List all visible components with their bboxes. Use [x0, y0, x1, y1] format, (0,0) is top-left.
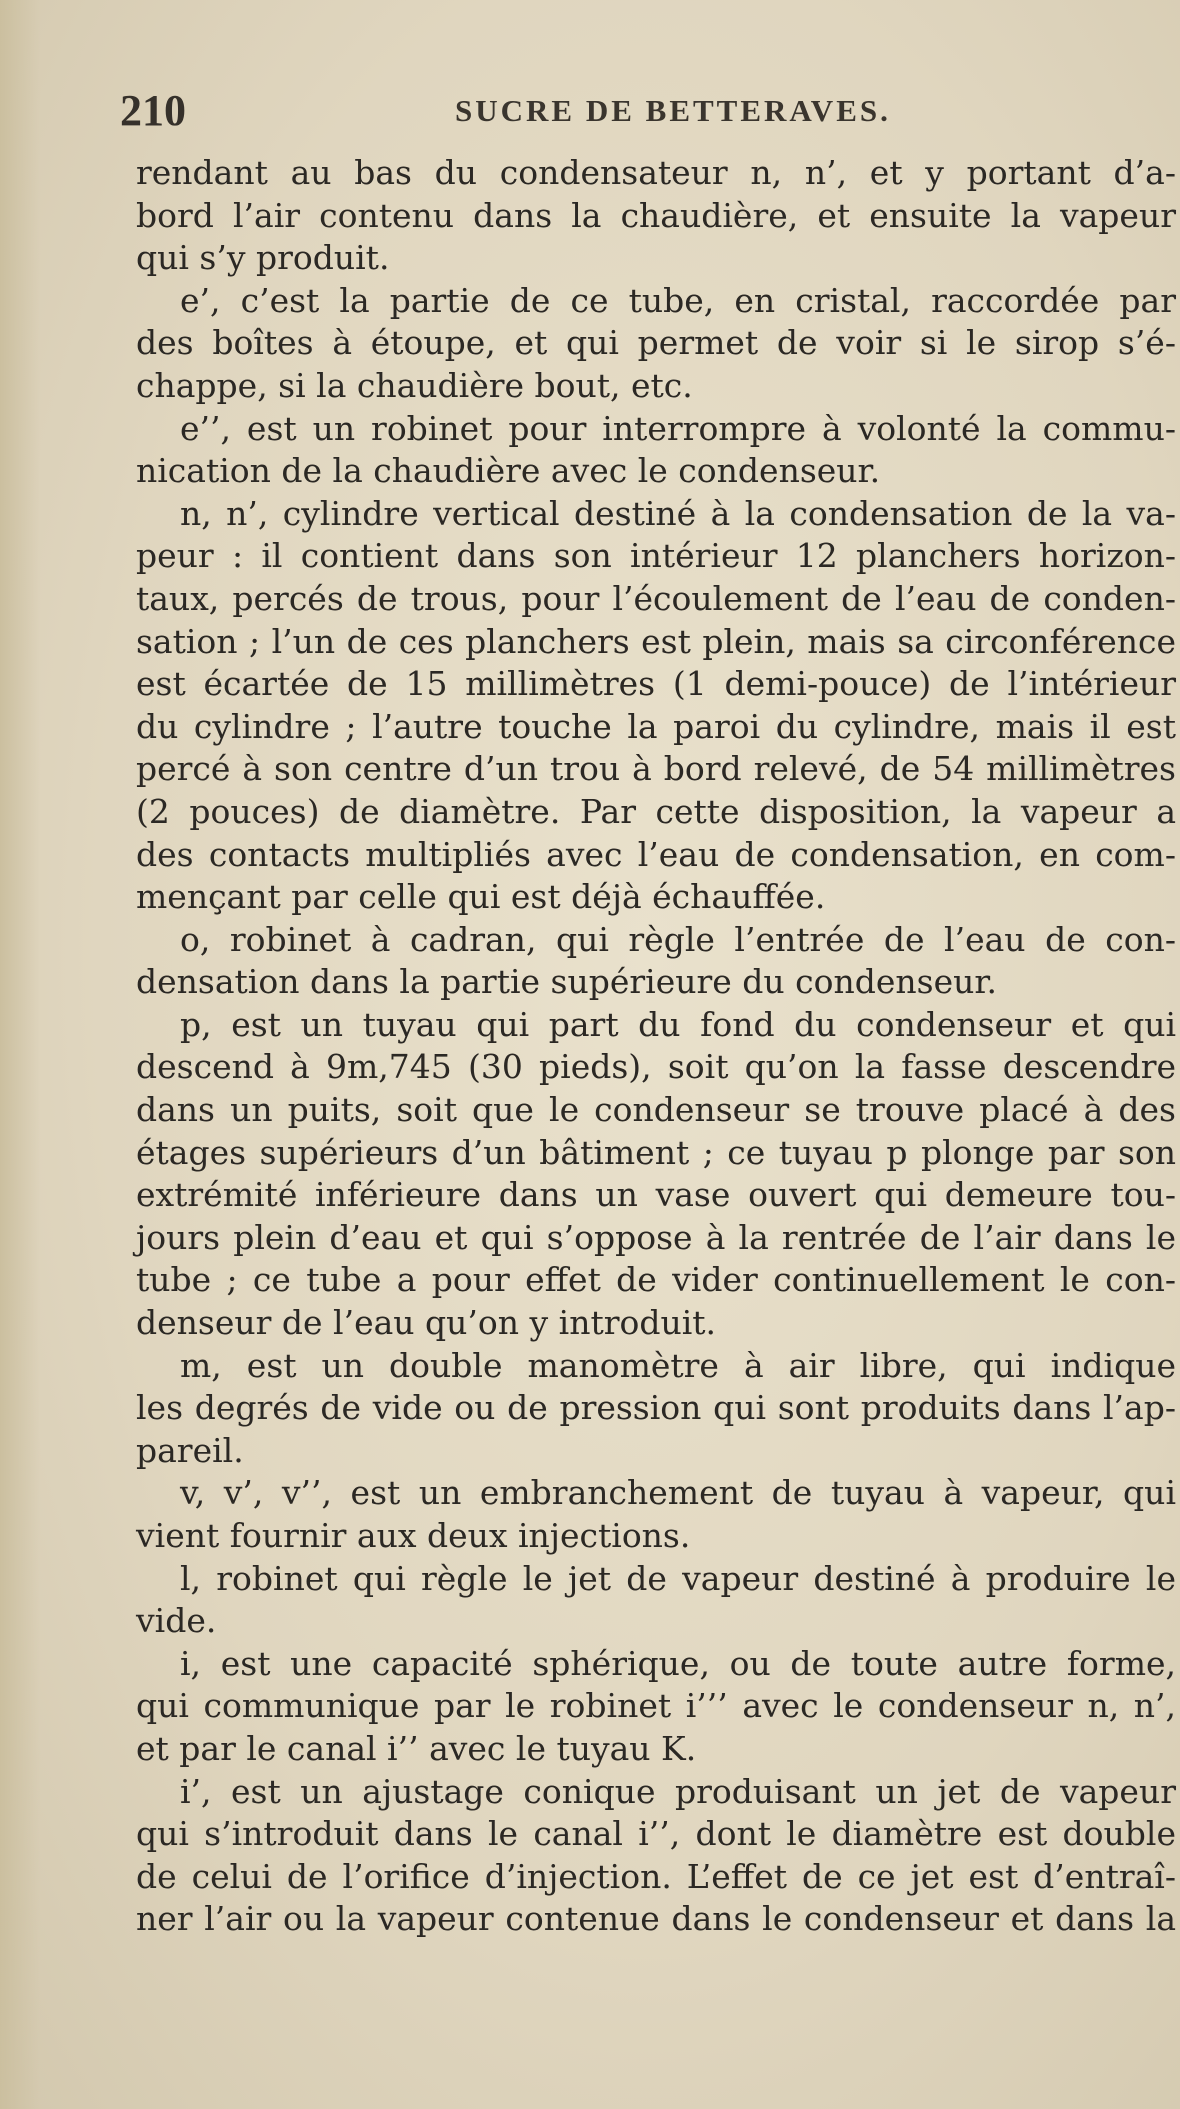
text-line: dans un puits, soit que le condenseur se trouve placé à des — [136, 1090, 1176, 1130]
text-line: densation dans la partie supérieure du condenseur. — [136, 962, 998, 1002]
text-line: i’, est un ajustage conique produisant un jet de vapeur — [180, 1771, 1176, 1811]
text-line: tube ; ce tube a pour effet de vider continuellement le con- — [136, 1260, 1176, 1300]
running-head: SUCRE DE BETTERAVES. — [455, 93, 891, 128]
page-number: 210 — [120, 86, 186, 135]
text-line: l, robinet qui règle le jet de vapeur destiné à produire le — [180, 1558, 1176, 1598]
text-line: vient fournir aux deux injections. — [136, 1516, 691, 1555]
text-line: bord l’air contenu dans la chaudière, et ensuite la vapeur — [136, 195, 1176, 235]
text-line: des contacts multipliés avec l’eau de condensation, en com- — [136, 834, 1176, 874]
text-line: (2 pouces) de diamètre. Par cette disposition, la vapeur a — [136, 791, 1176, 831]
text-line: est écartée de 15 millimètres (1 demi-pouce) de l’intérieur — [136, 664, 1176, 704]
text-line: peur : il contient dans son intérieur 12 planchers horizon- — [136, 536, 1176, 576]
text-line: n, n’, cylindre vertical destiné à la condensation de la va- — [180, 493, 1176, 533]
text-line: mençant par celle qui est déjà échauffée. — [136, 877, 826, 917]
text-line: sation ; l’un de ces planchers est plein, mais sa circonférence — [136, 621, 1176, 661]
text-line: du cylindre ; l’autre touche la paroi du cylindre, mais il est — [136, 706, 1176, 746]
text-line: de celui de l’orifice d’injection. L’effet de ce jet est d’entraî- — [136, 1856, 1176, 1896]
text-line: jours plein d’eau et qui s’oppose à la rentrée de l’air dans le — [136, 1217, 1176, 1257]
text-line: vide. — [136, 1601, 217, 1641]
text-line: o, robinet à cadran, qui règle l’entrée de l’eau de con- — [180, 919, 1176, 959]
text-line: étages supérieurs d’un bâtiment ; ce tuyau p plonge par son — [136, 1132, 1176, 1172]
text-line: extrémité inférieure dans un vase ouvert qui demeure tou- — [136, 1175, 1176, 1215]
text-line: percé à son centre d’un trou à bord relevé, de 54 millimètres — [136, 749, 1176, 789]
text-line: qui s’introduit dans le canal i’’, dont le diamètre est double — [136, 1814, 1176, 1854]
text-line: nication de la chaudière avec le condenseur. — [136, 451, 881, 491]
text-line: qui communique par le robinet i’’’ avec le condenseur n, n’, — [136, 1686, 1176, 1726]
text-line: e’’, est un robinet pour interrompre à volonté la commu- — [180, 408, 1176, 448]
text-line: i, est une capacité sphérique, ou de toute autre forme, — [180, 1643, 1176, 1683]
text-line: des boîtes à étoupe, et qui permet de voir si le sirop s’é- — [136, 323, 1176, 363]
text-line: e’, c’est la partie de ce tube, en cristal, raccordée par — [180, 280, 1176, 320]
text-line: les degrés de vide ou de pression qui sont produits dans l’ap- — [136, 1388, 1176, 1428]
body-text — [136, 152, 1176, 1941]
text-line: ner l’air ou la vapeur contenue dans le condenseur et dans la — [136, 1899, 1176, 1939]
text-line: qui s’y produit. — [136, 238, 390, 278]
text-line: et par le canal i’’ avec le tuyau K. — [136, 1728, 697, 1768]
page-header — [120, 85, 1180, 145]
text-line: denseur de l’eau qu’on y introduit. — [136, 1303, 717, 1343]
text-line: descend à 9m,745 (30 pieds), soit qu’on la fasse descendre — [136, 1047, 1176, 1087]
text-line: taux, percés de trous, pour l’écoulement de l’eau de conden- — [136, 578, 1176, 618]
text-line: pareil. — [136, 1430, 244, 1470]
text-line: p, est un tuyau qui part du fond du condenseur et qui — [180, 1004, 1176, 1044]
text-line: chappe, si la chaudière bout, etc. — [136, 365, 693, 405]
text-line: m, est un double manomètre à air libre, qui indique — [180, 1345, 1176, 1385]
text-line: rendant au bas du condensateur n, n’, et y portant d’a- — [136, 153, 1176, 192]
text-line: v, v’, v’’, est un embranchement de tuyau à vapeur, qui — [180, 1473, 1176, 1513]
